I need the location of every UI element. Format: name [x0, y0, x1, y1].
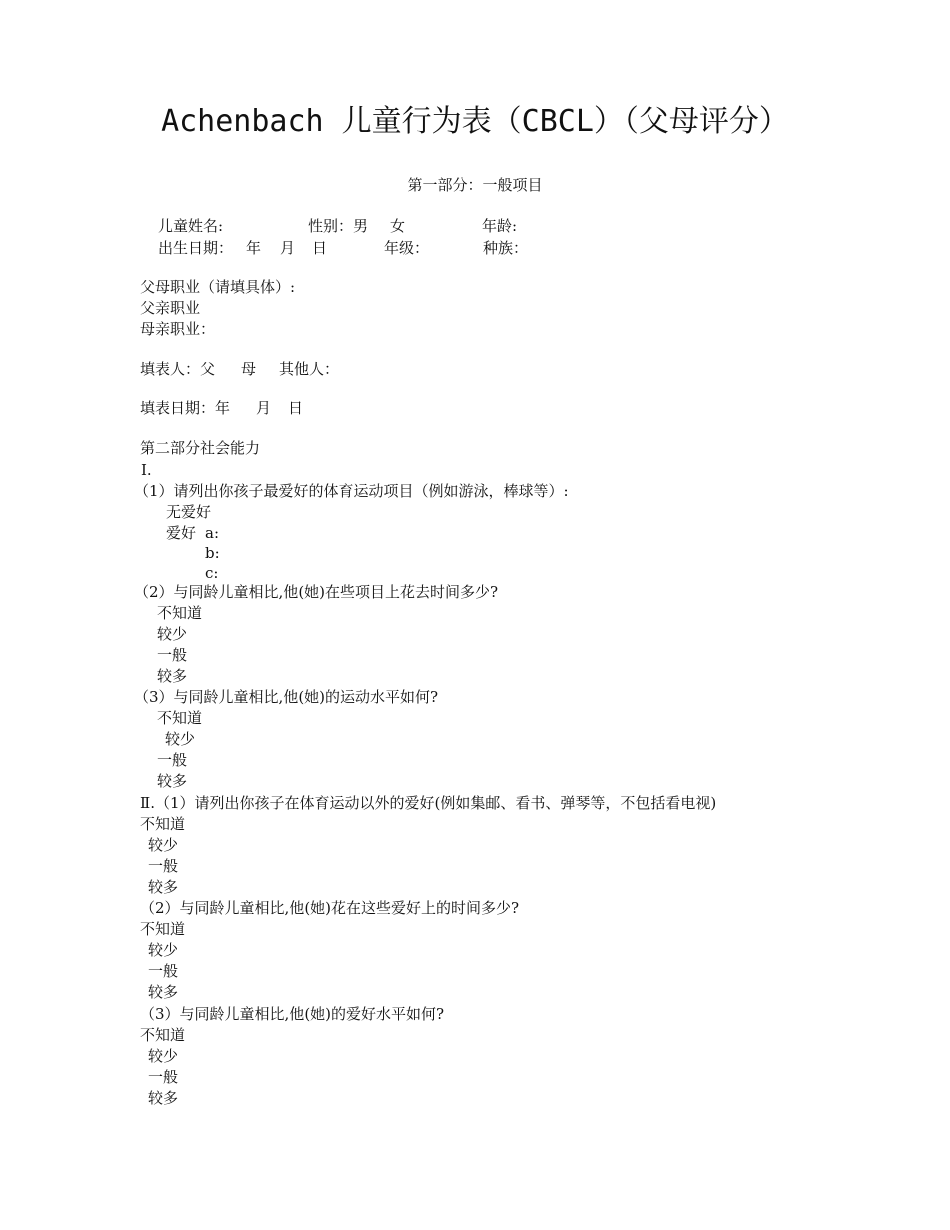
q1-hobby-c: c:: [205, 564, 219, 582]
age-label: 年龄:: [482, 217, 518, 235]
part1-heading: 第一部分：一般项目: [407, 176, 543, 194]
q1-no-hobby: 无爱好: [166, 503, 212, 521]
race-label: 种族：: [483, 239, 529, 257]
child-name-label: 儿童姓名:: [158, 217, 224, 235]
section-1-marker: Ⅰ.: [141, 461, 152, 479]
birth-date-label: 出生日期：: [158, 239, 234, 257]
s2q3-option: 较多: [148, 1089, 179, 1107]
q3-option: 不知道: [157, 709, 203, 727]
filler-other: 其他人：: [279, 360, 340, 378]
part2-heading: 第二部分社会能力: [140, 439, 261, 457]
section-2-q2: （2）与同龄儿童相比,他(她)花在这些爱好上的时间多少?: [140, 899, 520, 917]
parent-job-label: 父母职业（请填具体）:: [140, 278, 296, 296]
s2q1-option: 一般: [148, 857, 179, 875]
s2q3-option: 一般: [148, 1068, 179, 1086]
q1-hobby: 爱好: [166, 524, 197, 542]
fill-date-day: 日: [288, 399, 304, 417]
section-2-q1: Ⅱ.（1）请列出你孩子在体育运动以外的爱好(例如集邮、看书、弹琴等，不包括看电视): [140, 794, 717, 812]
sex-female: 女: [390, 217, 406, 235]
s2q2-option: 一般: [148, 962, 179, 980]
sex-label: 性别：男: [308, 217, 369, 235]
s2q3-option: 较少: [148, 1047, 179, 1065]
mother-job-label: 母亲职业：: [140, 320, 216, 338]
filler-mother: 母: [241, 360, 257, 378]
father-job-label: 父亲职业: [140, 299, 201, 317]
birth-year: 年: [246, 239, 262, 257]
q3-level: （3）与同龄儿童相比,他(她)的运动水平如何?: [134, 688, 439, 706]
q2-option: 一般: [157, 646, 188, 664]
q2-option: 不知道: [157, 604, 203, 622]
q1-hobby-b: b:: [205, 544, 220, 562]
q1-sports: （1）请列出你孩子最爱好的体育运动项目（例如游泳，棒球等）:: [134, 482, 569, 500]
birth-month: 月: [280, 239, 296, 257]
s2q2-option: 不知道: [140, 920, 186, 938]
s2q2-option: 较多: [148, 983, 179, 1001]
s2q1-option: 较少: [148, 836, 179, 854]
fill-date-month: 月: [256, 399, 272, 417]
s2q2-option: 较少: [148, 941, 179, 959]
q2-option: 较少: [157, 625, 188, 643]
q2-time: （2）与同龄儿童相比,他(她)在些项目上花去时间多少?: [134, 583, 499, 601]
q3-option: 较少: [165, 730, 196, 748]
section-2-q3: （3）与同龄儿童相比,他(她)的爱好水平如何?: [140, 1005, 445, 1023]
grade-label: 年级：: [384, 239, 430, 257]
q1-hobby-a: a:: [205, 524, 219, 542]
fill-date-label: 填表日期：年: [140, 399, 231, 417]
birth-day: 日: [312, 239, 328, 257]
s2q3-option: 不知道: [140, 1026, 186, 1044]
s2q1-option: 较多: [148, 878, 179, 896]
document-title: Achenbach 儿童行为表（CBCL）（父母评分）: [161, 104, 789, 139]
s2q1-option: 不知道: [140, 815, 186, 833]
q2-option: 较多: [157, 667, 188, 685]
q3-option: 一般: [157, 751, 188, 769]
q3-option: 较多: [157, 772, 188, 790]
filler-label: 填表人：父: [140, 360, 216, 378]
